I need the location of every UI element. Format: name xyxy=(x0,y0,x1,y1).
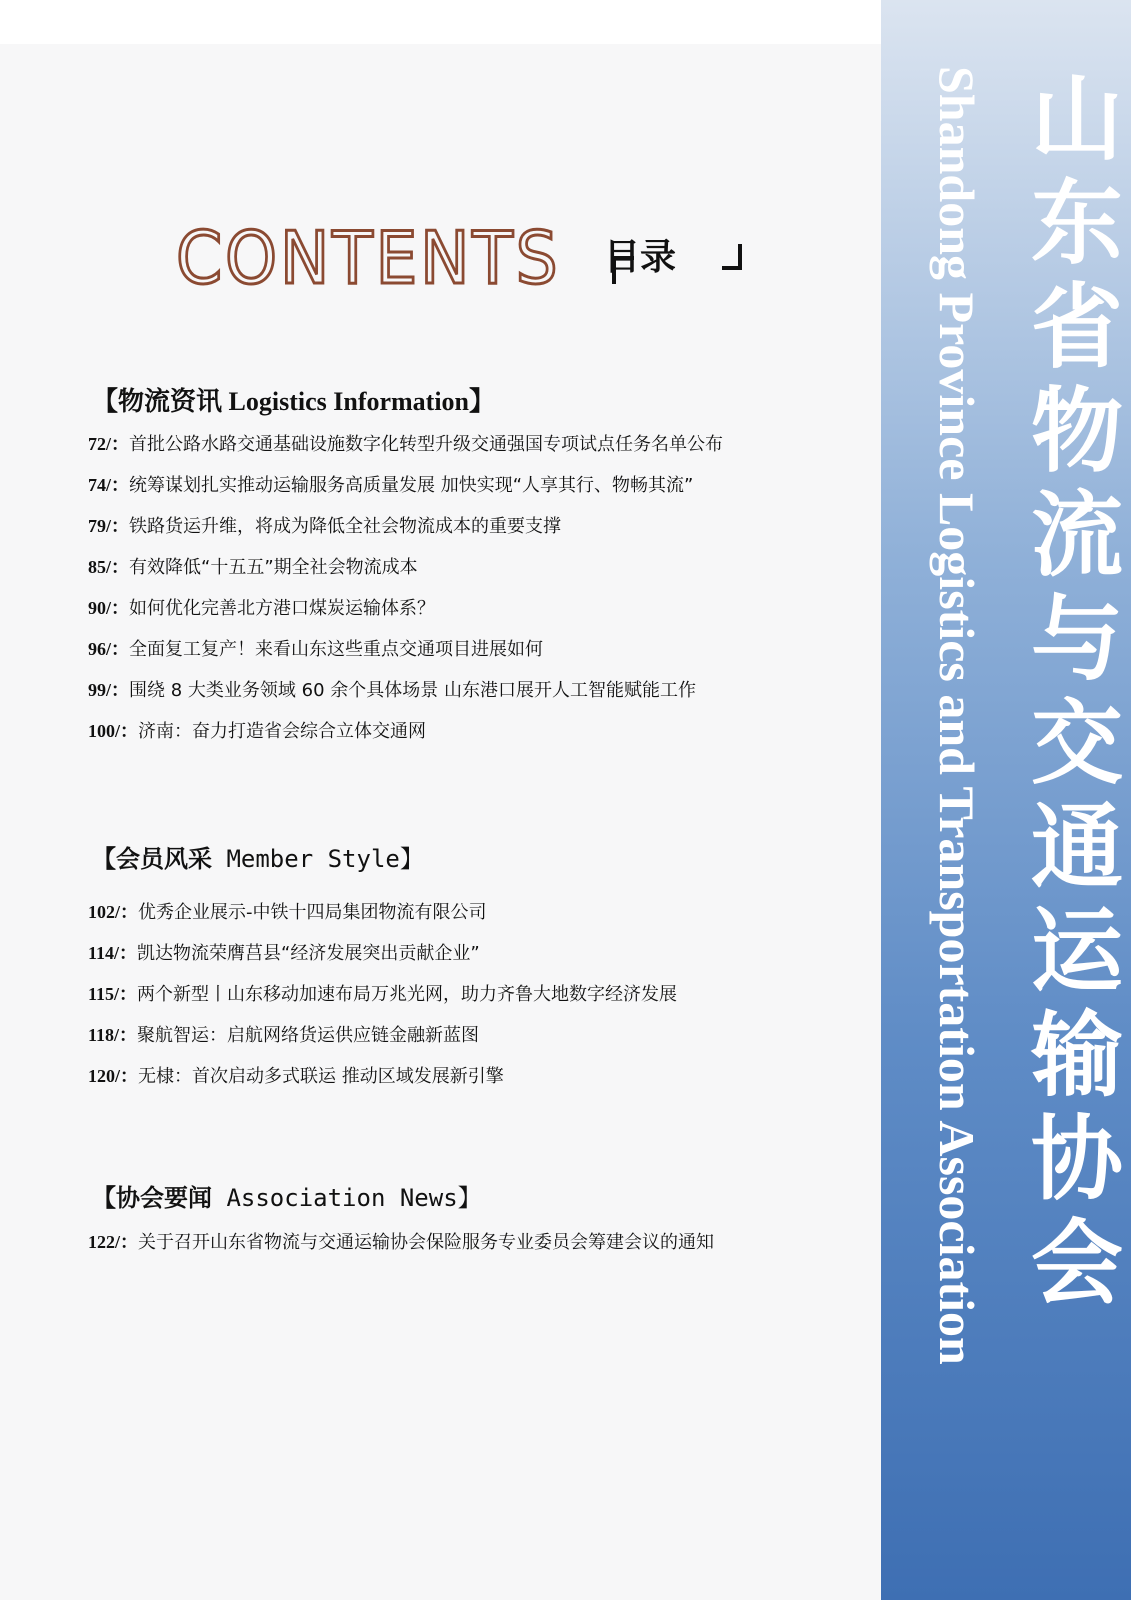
association-name-english: Shandong Province Logistics and Transportation Association xyxy=(929,66,985,1365)
toc-entry[interactable]: 102/：优秀企业展示-中铁十四局集团物流有限公司 xyxy=(88,902,487,923)
association-sidebar xyxy=(881,0,1131,1600)
toc-entry[interactable]: 74/：统筹谋划扎实推动运输服务高质量发展 加快实现“人享其行、物畅其流” xyxy=(88,475,694,496)
toc-entry[interactable]: 120/：无棣：首次启动多式联运 推动区域发展新引擎 xyxy=(88,1066,504,1087)
toc-entry[interactable]: 96/：全面复工复产！来看山东这些重点交通项目进展如何 xyxy=(88,639,544,660)
mulu-heading: 目录 xyxy=(604,237,677,278)
toc-entry[interactable]: 114/：凯达物流荣膺莒县“经济发展突出贡献企业” xyxy=(88,943,480,964)
toc-entry[interactable]: 99/：围绕 8 大类业务领域 60 余个具体场景 山东港口展开人工智能赋能工作 xyxy=(88,680,696,701)
toc-entry[interactable]: 79/：铁路货运升维，将成为降低全社会物流成本的重要支撑 xyxy=(88,516,562,537)
toc-entry[interactable]: 115/：两个新型丨山东移动加速布局万兆光网，助力齐鲁大地数字经济发展 xyxy=(88,984,678,1005)
bracket-right-decoration xyxy=(722,244,742,270)
contents-heading: CONTENTS xyxy=(176,216,561,300)
toc-entry[interactable]: 85/：有效降低“十五五”期全社会物流成本 xyxy=(88,557,418,578)
section-heading-association-news: 【协会要闻 Association News】 xyxy=(92,1184,482,1212)
toc-entry[interactable]: 122/：关于召开山东省物流与交通运输协会保险服务专业委员会筹建会议的通知 xyxy=(88,1232,715,1253)
association-name-chinese: 山东省物流与交通运输协会 xyxy=(1016,70,1123,1318)
toc-entry[interactable]: 90/：如何优化完善北方港口煤炭运输体系？ xyxy=(88,598,436,619)
section-heading-logistics-information: 【物流资讯 Logistics Information】 xyxy=(92,387,496,417)
toc-entry[interactable]: 118/：聚航智运：启航网络货运供应链金融新蓝图 xyxy=(88,1025,480,1046)
toc-entry[interactable]: 100/：济南：奋力打造省会综合立体交通网 xyxy=(88,721,427,742)
toc-entry[interactable]: 72/：首批公路水路交通基础设施数字化转型升级交通强国专项试点任务名单公布 xyxy=(88,434,724,455)
section-heading-member-style: 【会员风采 Member Style】 xyxy=(92,845,424,873)
